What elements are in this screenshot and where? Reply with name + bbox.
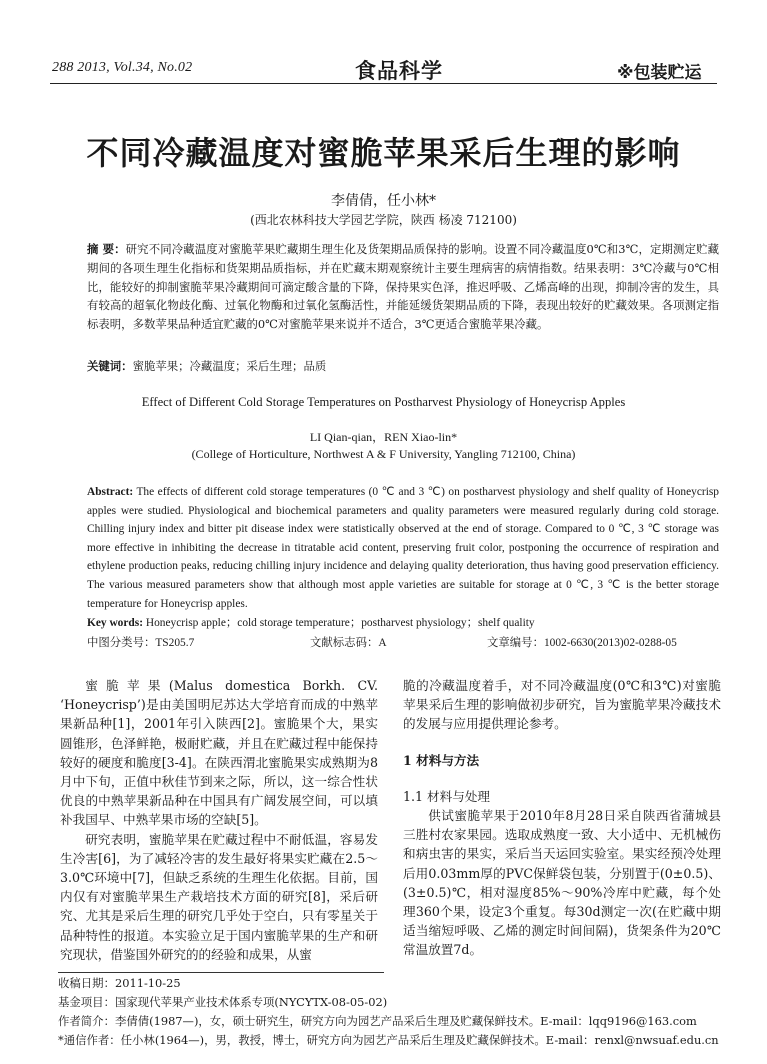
paper-title-cn: 不同冷藏温度对蜜脆苹果采后生理的影响	[86, 134, 681, 172]
header-rule	[50, 83, 717, 84]
keywords-en	[87, 614, 719, 633]
section-mark: ※包装贮运	[617, 63, 702, 83]
keywords-en-text: Honeycrisp apple；cold storage temperature；postharvest physiology；shelf quality	[143, 617, 535, 629]
keywords-cn-text: 蜜脆苹果；冷藏温度；采后生理；品质	[132, 359, 327, 373]
abstract-cn-label: 摘 要：	[87, 242, 126, 256]
authors-en: LI Qian-qian，REN Xiao-lin*	[309, 430, 458, 444]
paper-title-en: Effect of Different Cold Storage Temperatures on Postharvest Physiology of Honeycrisp Apples	[141, 395, 626, 409]
section-heading: 1 材料与方法	[403, 752, 480, 768]
footnote-rule	[58, 972, 384, 973]
abstract-en	[87, 483, 719, 613]
subsection-heading: 1.1 材料与处理	[403, 788, 491, 804]
body-paragraph: 蜜脆苹果(Malus domestica Borkh. CV. ‘Honeycrisp’)是由美国明尼苏达大学培育而成的中熟苹果新品种[1]，2001年引入陕西[2]。蜜脆果个大，果实圆锥形，色泽鲜艳，极耐贮藏，并且在贮藏过程中能保持较好的硬度和脆度[3-4]。在陕西渭北蜜脆果实成熟期为8月中下旬，正值中秋佳节到来之际，所以，这一综合性状优良的中熟苹果新品种在中国具有广阔发展空间，可以填补我国早、中熟苹果市场的空缺[5]。	[60, 678, 378, 828]
journal-reference: 288 2013, Vol.34, No.02	[52, 60, 193, 75]
article-number: 文章编号：1002-6630(2013)02-0288-05	[487, 637, 677, 649]
corresponding-author: *通信作者：任小林(1964—)，男，教授，博士，研究方向为园艺产品采后生理及贮藏保鲜技术。E-mail：renxl@nwsuaf.edu.cn	[58, 1033, 719, 1047]
affiliation-en: (College of Horticulture, Northwest A & F University, Yangling 712100, China)	[191, 447, 576, 461]
fund-info: 基金项目：国家现代苹果产业技术体系专项(NYCYTX-08-05-02)	[58, 995, 388, 1009]
keywords-cn-label: 关键词：	[87, 359, 133, 373]
abstract-en-text: The effects of different cold storage temperatures (0 ℃ and 3 ℃) on postharvest physiology and shelf quality of Honeycrisp apples were studied. Physiological and biochemical parameters and quality parameters were measured regularly during cold storage. Chilling injury index and bitter pit disease index were statistically observed at the end of storage. Compared to 0 ℃, 3 ℃ storage was more effective in inhibiting the decrease in titratable acid content, preserving fruit color, postponing the occurrence of respiration and ethylene production peaks, reducing chilling injury incidence and delaying quality deterioration, thus having good preservation efficiency. The various measured parameters show that although most apple varieties are suitable for storage at 0 ℃, 3 ℃ is the better storage temperature for Honeycrisp apples.	[87, 486, 719, 610]
keywords-en-label: Key words:	[87, 617, 143, 629]
document-code: 文献标志码：A	[310, 637, 387, 649]
body-paragraph: 研究表明，蜜脆苹果在贮藏过程中不耐低温，容易发生冷害[6]，为了减轻冷害的发生最好将果实贮藏在2.5～3.0℃环境中[7]，但缺乏系统的生理生化依据。目前，国内仅有对蜜脆苹果生产栽培技术方面的研究[8]，采后研究、尤其是采后生理的研究几乎处于空白，只有零星关于品种特性的报道。本实验立足于国内蜜脆苹果的生产和研究现状，借鉴国外研究的的经验和成果，从蜜	[60, 831, 378, 962]
body-paragraph: 脆的冷藏温度着手，对不同冷藏温度(0℃和3℃)对蜜脆苹果采后生理的影响做初步研究，旨为蜜脆苹果冷藏技术的发展与应用提供理论参考。	[403, 678, 721, 732]
abstract-cn-text: 研究不同冷藏温度对蜜脆苹果贮藏期生理生化及货架期品质保持的影响。设置不同冷藏温度0℃和3℃，定期测定贮藏期间的各项生理生化指标和货架期品质指标，并在贮藏末期观察统计主要生理病害的病情指数。结果表明：3℃冷藏与0℃相比，能较好的抑制蜜脆苹果冷藏期间可滴定酸含量的下降，保持果实色泽，推迟呼吸、乙烯高峰的出现，抑制冷害的发生，具有较高的超氧化物歧化酶、过氧化物酶和过氧化氢酶活性，并能延缓货架期品质的下降，表现出较好的贮藏效果。各项测定指标表明，多数苹果品种适宜贮藏的0℃对蜜脆苹果来说并不适合，3℃更适合蜜脆苹果冷藏。	[87, 242, 719, 332]
affiliation-cn: (西北农林科技大学园艺学院，陕西 杨凌 712100)	[250, 213, 517, 227]
body-column-left	[60, 676, 378, 964]
received-date: 收稿日期：2011-10-25	[58, 976, 181, 990]
body-paragraph: 供试蜜脆苹果于2010年8月28日采自陕西省蒲城县三胜村农家果园。选取成熟度一致、大小适中、无机械伤和病虫害的果实，采后当天运回实验室。果实经预冷处理后用0.03mm厚的PVC保鲜袋包装，分别置于(0±0.5)、(3±0.5)℃，相对湿度85%～90%冷库中贮藏，每个处理360个果，设定3个重复。每30d测定一次(在贮藏中期适当缩短呼吸、乙烯的测定时间间隔)，货架条件为20℃常温放置7d。	[403, 808, 721, 958]
authors-cn: 李倩倩，任小林*	[331, 193, 436, 209]
keywords-cn	[87, 357, 719, 376]
abstract-cn	[87, 240, 719, 334]
clc-number: 中图分类号：TS205.7	[87, 637, 195, 649]
journal-logo: 食品科学	[355, 59, 443, 83]
author-bio: 作者简介：李倩倩(1987—)，女，硕士研究生，研究方向为园艺产品采后生理及贮藏保鲜技术。E-mail：lqq9196@163.com	[58, 1014, 697, 1028]
abstract-en-label: Abstract:	[87, 486, 134, 498]
body-column-right	[403, 676, 721, 960]
